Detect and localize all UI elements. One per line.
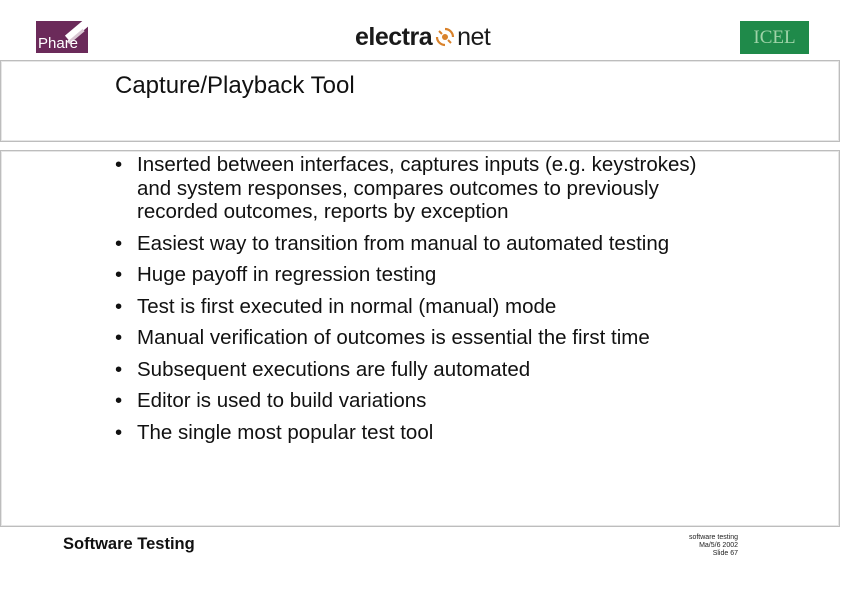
bullet-text: Subsequent executions are fully automated [137, 357, 531, 381]
electranet-logo-light: net [457, 22, 491, 51]
electranet-logo [355, 22, 490, 52]
bullet-dot-icon: • [115, 357, 123, 381]
bullet-item [113, 326, 733, 350]
bullet-item [113, 421, 733, 445]
bullet-list [113, 153, 733, 452]
electranet-logo-bold: electra [355, 22, 433, 51]
bullet-item [113, 232, 733, 256]
icel-logo [740, 21, 809, 54]
footer-meta-date: Ma/5/6 2002 [699, 542, 738, 549]
bullet-text: Test is first executed in normal (manual) mode [137, 294, 557, 318]
bullet-text: Easiest way to transition from manual to automated testing [137, 231, 670, 255]
footer-slide-number: Slide 67 [712, 550, 738, 557]
electranet-mark-icon [435, 27, 455, 47]
bullet-dot-icon: • [115, 420, 123, 444]
bullet-dot-icon: • [115, 231, 123, 255]
bullet-item [113, 263, 733, 287]
bullet-text: Manual verification of outcomes is essential the first time [137, 326, 650, 349]
icel-logo-text: ICEL [753, 26, 796, 48]
bullet-dot-icon: • [115, 153, 123, 176]
bullet-item [113, 389, 733, 413]
bullet-dot-icon: • [115, 389, 123, 412]
bullet-dot-icon: • [115, 294, 123, 318]
phare-logo [36, 21, 88, 53]
phare-logo-text: Phare [38, 35, 79, 52]
footer-meta [660, 534, 738, 558]
bullet-dot-icon: • [115, 326, 123, 349]
bullet-text: The single most popular test tool [137, 420, 434, 444]
footer-course-title: Software Testing [63, 535, 195, 553]
bullet-item [113, 295, 733, 319]
bullet-text: Huge payoff in regression testing [137, 263, 437, 286]
bullet-dot-icon: • [115, 263, 123, 286]
bullet-item [113, 153, 733, 224]
slide-title: Capture/Playback Tool [115, 72, 355, 99]
bullet-item [113, 358, 733, 382]
bullet-text: Inserted between interfaces, captures inputs (e.g. keystrokes) and system responses, compares outcomes to previously recorded outcomes, reports by exception [137, 153, 697, 223]
bullet-text: Editor is used to build variations [137, 389, 427, 412]
footer-meta-line: software testing [688, 534, 738, 541]
